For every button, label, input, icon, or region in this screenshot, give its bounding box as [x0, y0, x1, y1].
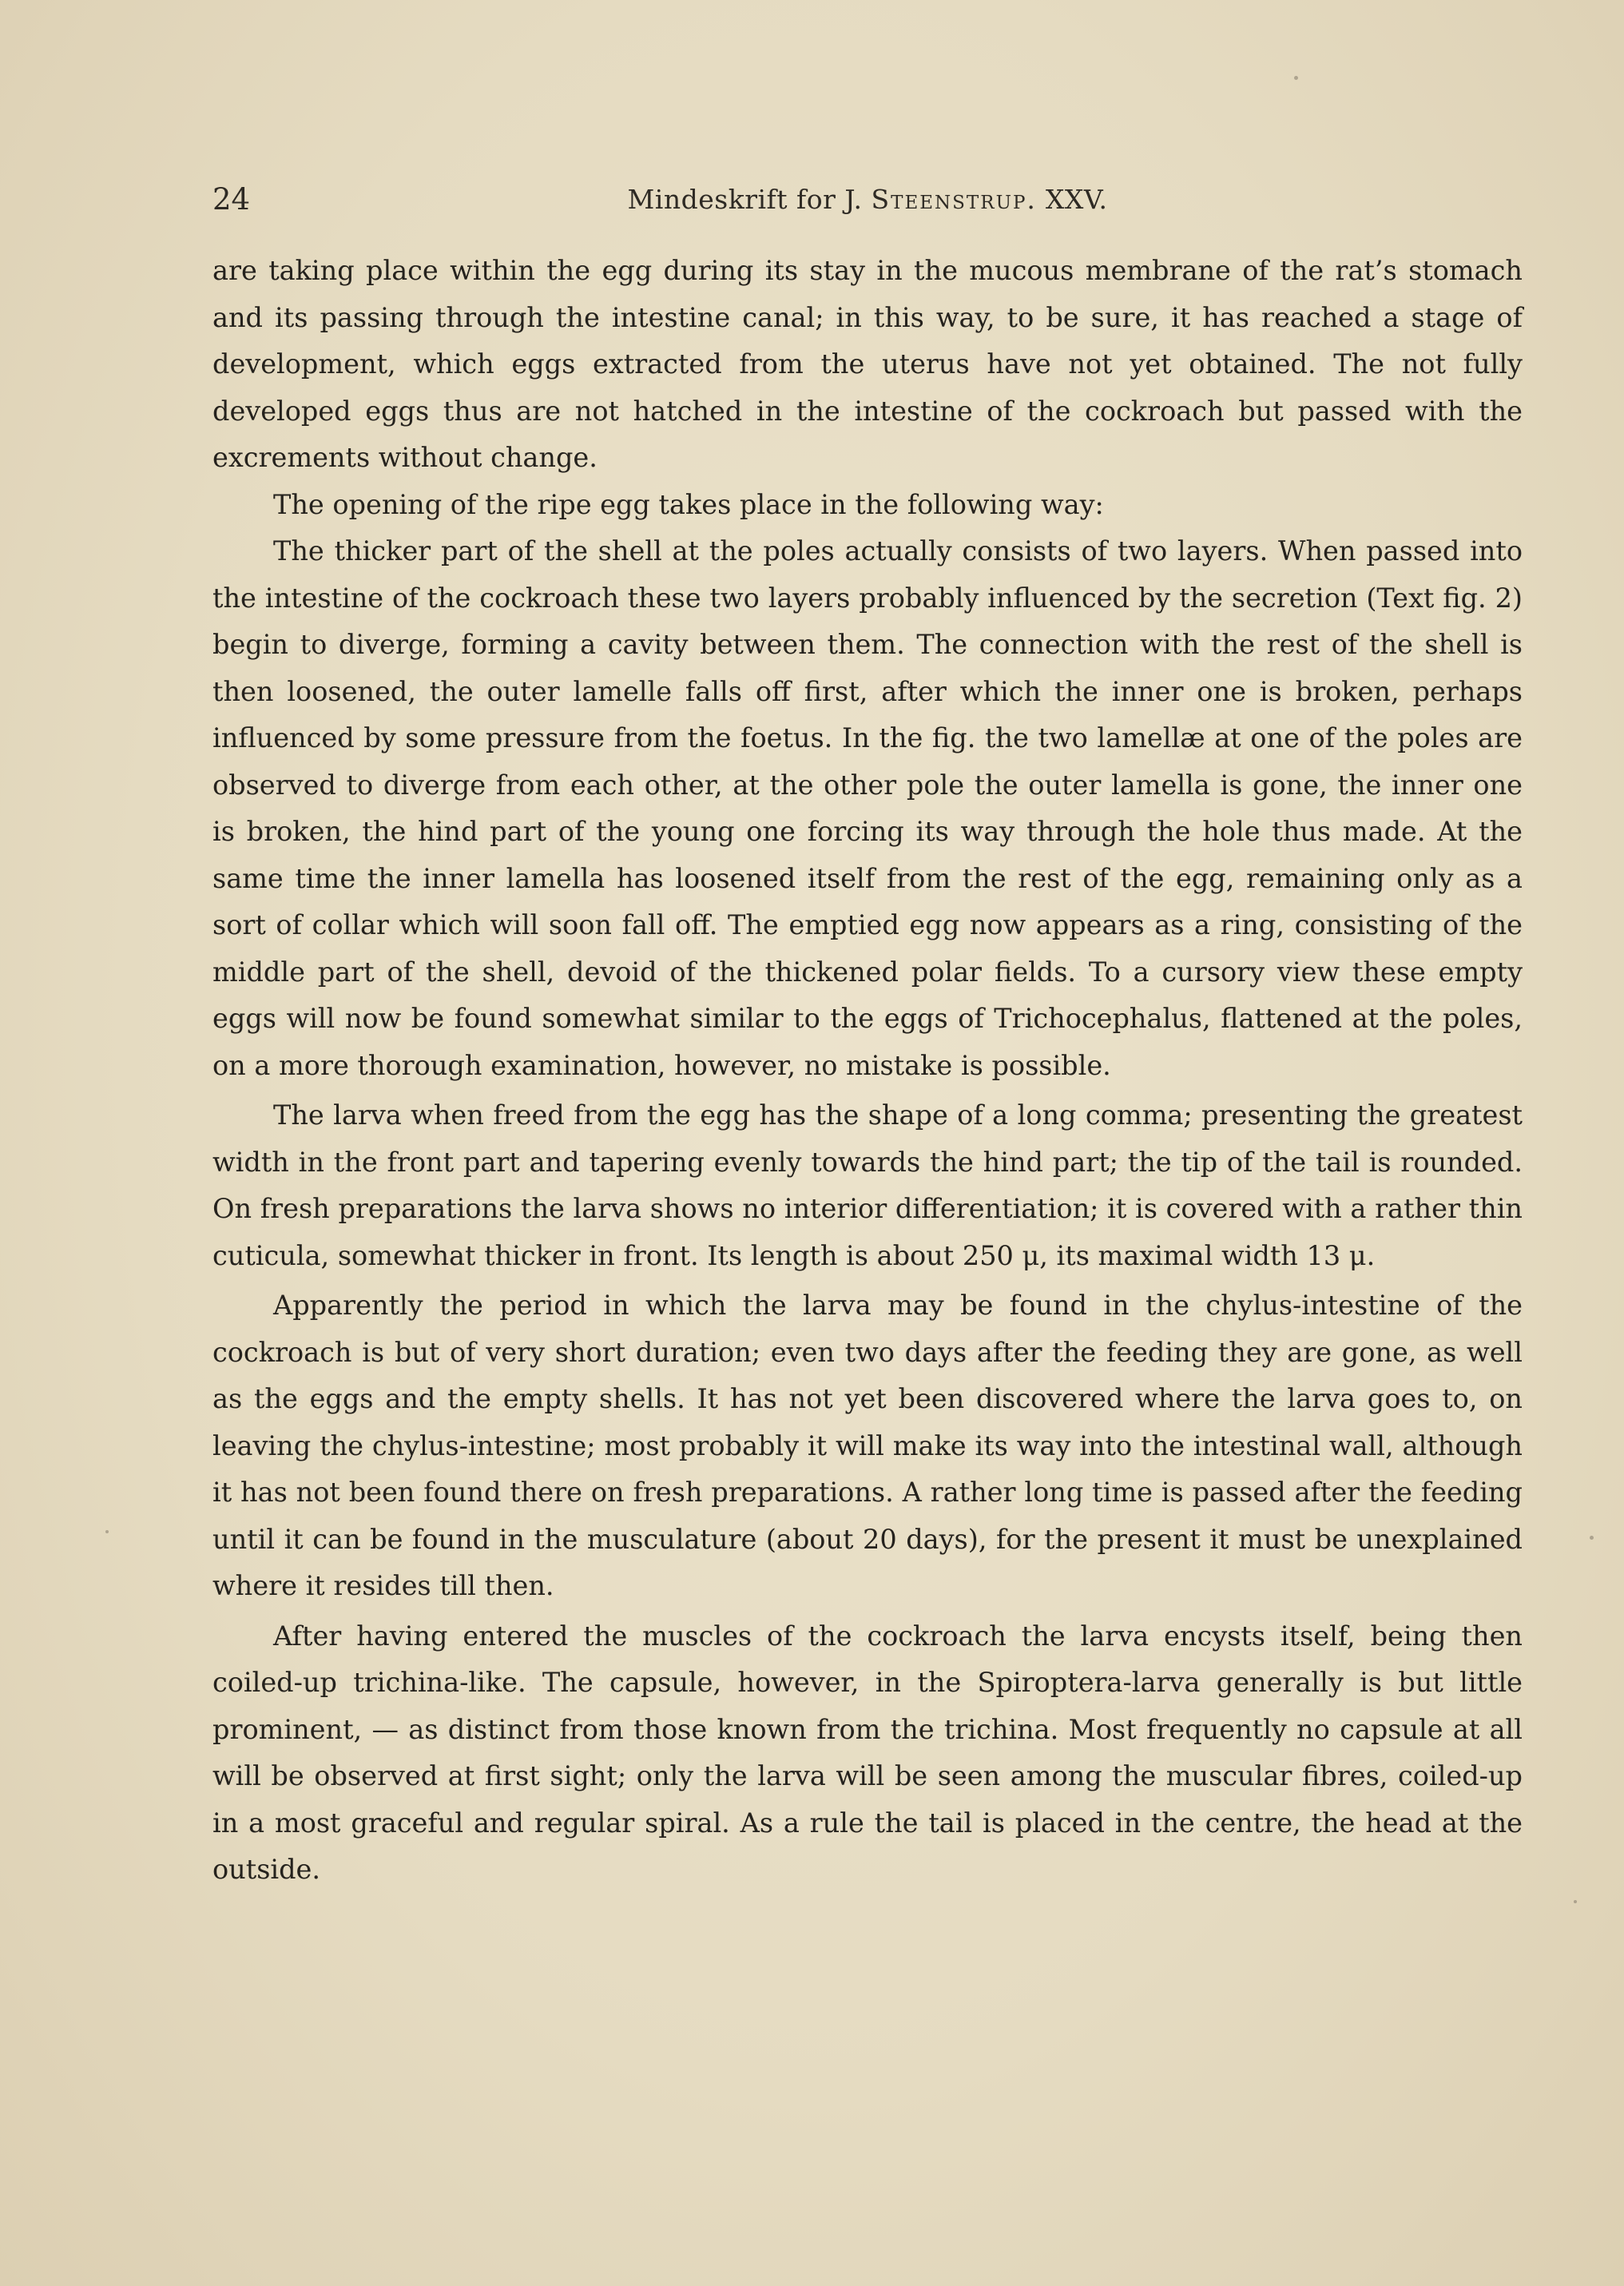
paragraph: The larva when freed from the egg has the shape of a long comma; presenting the greatest width in the front part and tapering evenly towards the hind part; the tip of the tail is rounded. On fresh preparations the larva shows no interior differentiation; it is covered with a rather thin cuticula, somewhat thicker in front. Its length is about 250 μ, its maximal width 13 μ. — [212, 1099, 1523, 1271]
paragraph: The thicker part of the shell at the poles actually consists of two layers. When passed into the intestine of the cockroach these two layers probably influenced by the secretion (Text fig. 2) begin to diverge, forming a cavity between them. The connection with the rest of the shell is then loosened, the outer lamelle falls off first, after which the inner one is broken, perhaps influenced by some pressure from the foetus. In the fig. the two lamellæ at one of the poles are observed to diverge from each other, at the other pole the outer lamella is gone, the inner one is broken, the hind part of the young one forcing its way through the hole thus made. At the same time the inner lamella has loosened itself from the rest of the egg, remaining only as a sort of collar which will soon fall off. The emptied egg now appears as a ring, consisting of the middle part of the shell, devoid of the thickened polar fields. To a cursory view these empty eggs will now be found somewhat similar to the eggs of Trichocephalus, flattened at the poles, on a more thorough examination, however, no mistake is possible. — [212, 535, 1523, 1081]
running-title — [212, 184, 1523, 215]
title-prefix: Mindeskrift for J. — [627, 184, 863, 215]
paragraph-continued: are taking place within the egg during its stay in the mucous membrane of the rat’s stomach and its passing through the intestine canal; in this way, to be sure, it has reached a stage of development, which eggs extracted from the uterus have not yet obtained. The not fully developed eggs thus are not hatched in the intestine of the cockroach but passed with the excrements without change. — [212, 255, 1523, 473]
paragraph: The opening of the ripe egg takes place in the following way: — [273, 488, 1104, 520]
running-header — [212, 176, 1523, 224]
paper-speck — [1590, 1536, 1594, 1540]
paper-speck — [1294, 76, 1298, 80]
paper-speck — [105, 1530, 109, 1533]
paragraph: After having entered the muscles of the cockroach the larva encysts itself, being then coiled-up trichina-like. The capsule, however, in the Spiroptera-larva generally is but little prominent, — as distinct from those known from the trichina. Most frequently no capsule at all will be observed at first sight; only the larva will be seen among the muscular fibres, coiled-up in a most graceful and regular spiral. As a rule the tail is placed in the centre, the head at the outside. — [212, 1620, 1523, 1885]
page-number: 24 — [212, 182, 251, 217]
body-text — [212, 248, 1523, 1894]
paragraph: Apparently the period in which the larva may be found in the chylus-intestine of the cockroach is but of very short duration; even two days after the feeding they are gone, as well as the eggs and the empty shells. It has not yet been discovered where the larva goes to, on leaving the chylus-intestine; most probably it will make its way into the intestinal wall, although it has not been found there on fresh preparations. A rather long time is passed after the feeding until it can be found in the musculature (about 20 days), for the present it must be unexplained where it resides till then. — [212, 1290, 1523, 1601]
title-volume: XXV. — [1045, 184, 1108, 215]
title-name: Steenstrup. — [871, 184, 1037, 215]
paper-speck — [1574, 1900, 1577, 1903]
